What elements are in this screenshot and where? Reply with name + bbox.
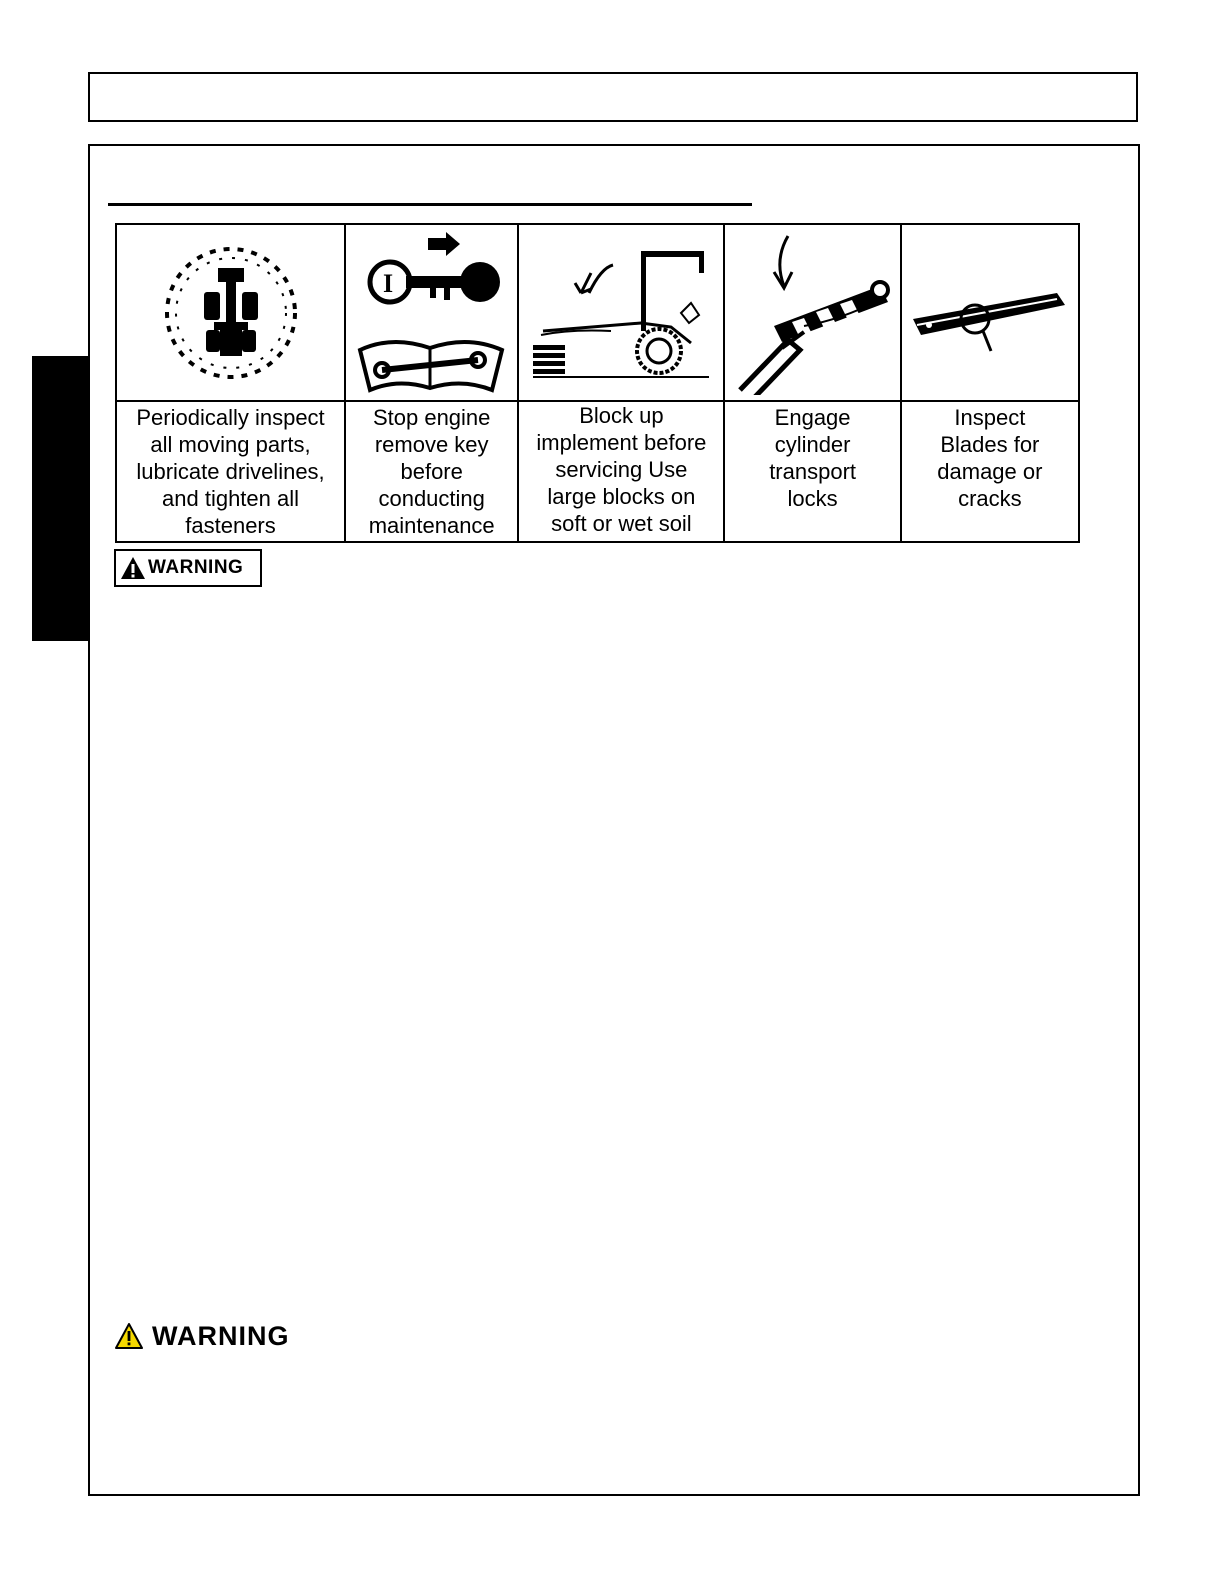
decal-inspect-blades [902, 225, 1078, 541]
header-frame [88, 72, 1138, 122]
warning-heading-large [114, 1318, 290, 1354]
section-tab [32, 356, 88, 641]
decal-caption-2: Stop engine remove key before conducting maintenance [368, 405, 495, 538]
warning-small-label: WARNING [148, 557, 244, 578]
warning-large-label: WARNING [152, 1320, 290, 1351]
block-implement-icon [519, 225, 723, 402]
decal-transport-locks [725, 225, 901, 541]
svg-text:I: I [382, 269, 393, 298]
tractor-inspection-icon [117, 225, 344, 402]
warning-badge-small [114, 549, 262, 587]
decal-caption-4: Engage cylinder transport locks [769, 405, 857, 511]
safety-decal-table [115, 223, 1080, 543]
decal-caption-5: Inspect Blades for damage or cracks [937, 405, 1043, 511]
decal-inspect-moving-parts [117, 225, 346, 541]
blade-inspect-icon [902, 225, 1078, 402]
warning-triangle-icon [120, 556, 146, 580]
decal-stop-engine [346, 225, 519, 541]
key-manual-icon [346, 225, 517, 402]
warning-triangle-icon [114, 1322, 144, 1350]
section-title-rule [108, 203, 752, 206]
decal-caption-1: Periodically inspect all moving parts, lubricate drivelines, and tighten all fasteners [136, 405, 325, 538]
decal-block-implement [519, 225, 725, 541]
decal-caption-3: Block up implement before servicing Use large blocks on soft or wet soil [536, 403, 707, 536]
cylinder-lock-icon [725, 225, 899, 402]
